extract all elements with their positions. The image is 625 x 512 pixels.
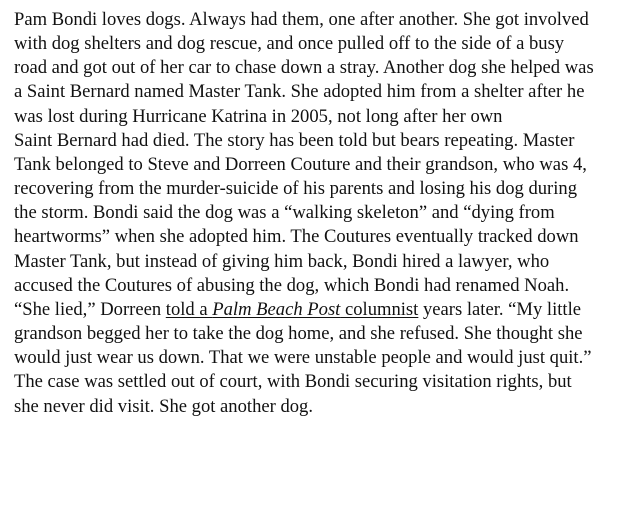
link-text-suffix: columnist [340,298,419,320]
text-line: Tank belonged to Steve and Dorreen Couture and their grandson, who was 4, [14,153,587,175]
text-line: with dog shelters and dog rescue, and once pulled off to the side of a busy [14,33,565,55]
text-line: was lost during Hurricane Katrina in 2005, not long after her own [14,105,503,127]
text-line: Pam Bondi loves dogs. Always had them, one after another. She got involved [14,9,589,30]
text-line: road and got out of her car to chase down a stray. Another dog she helped was [14,57,594,79]
text-line: heartworms” when she adopted him. The Coutures eventually tracked down [14,226,579,248]
text-line: accused the Coutures of abusing the dog, which Bondi had renamed Noah. [14,274,570,296]
text-line: grandson begged her to take the dog home, and she refused. She thought she [14,323,583,345]
text-line: would just wear us down. That we were unstable people and would just quit.” [14,347,592,369]
text-line: the storm. Bondi said the dog was a “walking skeleton” and “dying from [14,202,555,224]
link-publication-name: Palm Beach Post [212,298,341,320]
text-line: she never did visit. She got another dog. [14,395,313,417]
palm-beach-post-column-link[interactable] [166,299,419,320]
text-line: Saint Bernard had died. The story has been told but bears repeating. Master [14,129,575,151]
quote-lead-text: “She lied,” Dorreen [14,298,166,320]
link-text-prefix: told a [165,298,213,320]
text-line-with-link [14,298,614,322]
text-line: The case was settled out of court, with Bondi securing visitation rights, but [14,371,572,393]
text-line: recovering from the murder-suicide of his parents and losing his dog during [14,178,577,200]
article-body [14,8,614,419]
quote-trailing-text: years later. “My little [418,298,581,320]
text-line: Master Tank, but instead of giving him back, Bondi hired a lawyer, who [14,250,550,272]
text-line: a Saint Bernard named Master Tank. She adopted him from a shelter after he [14,81,585,103]
